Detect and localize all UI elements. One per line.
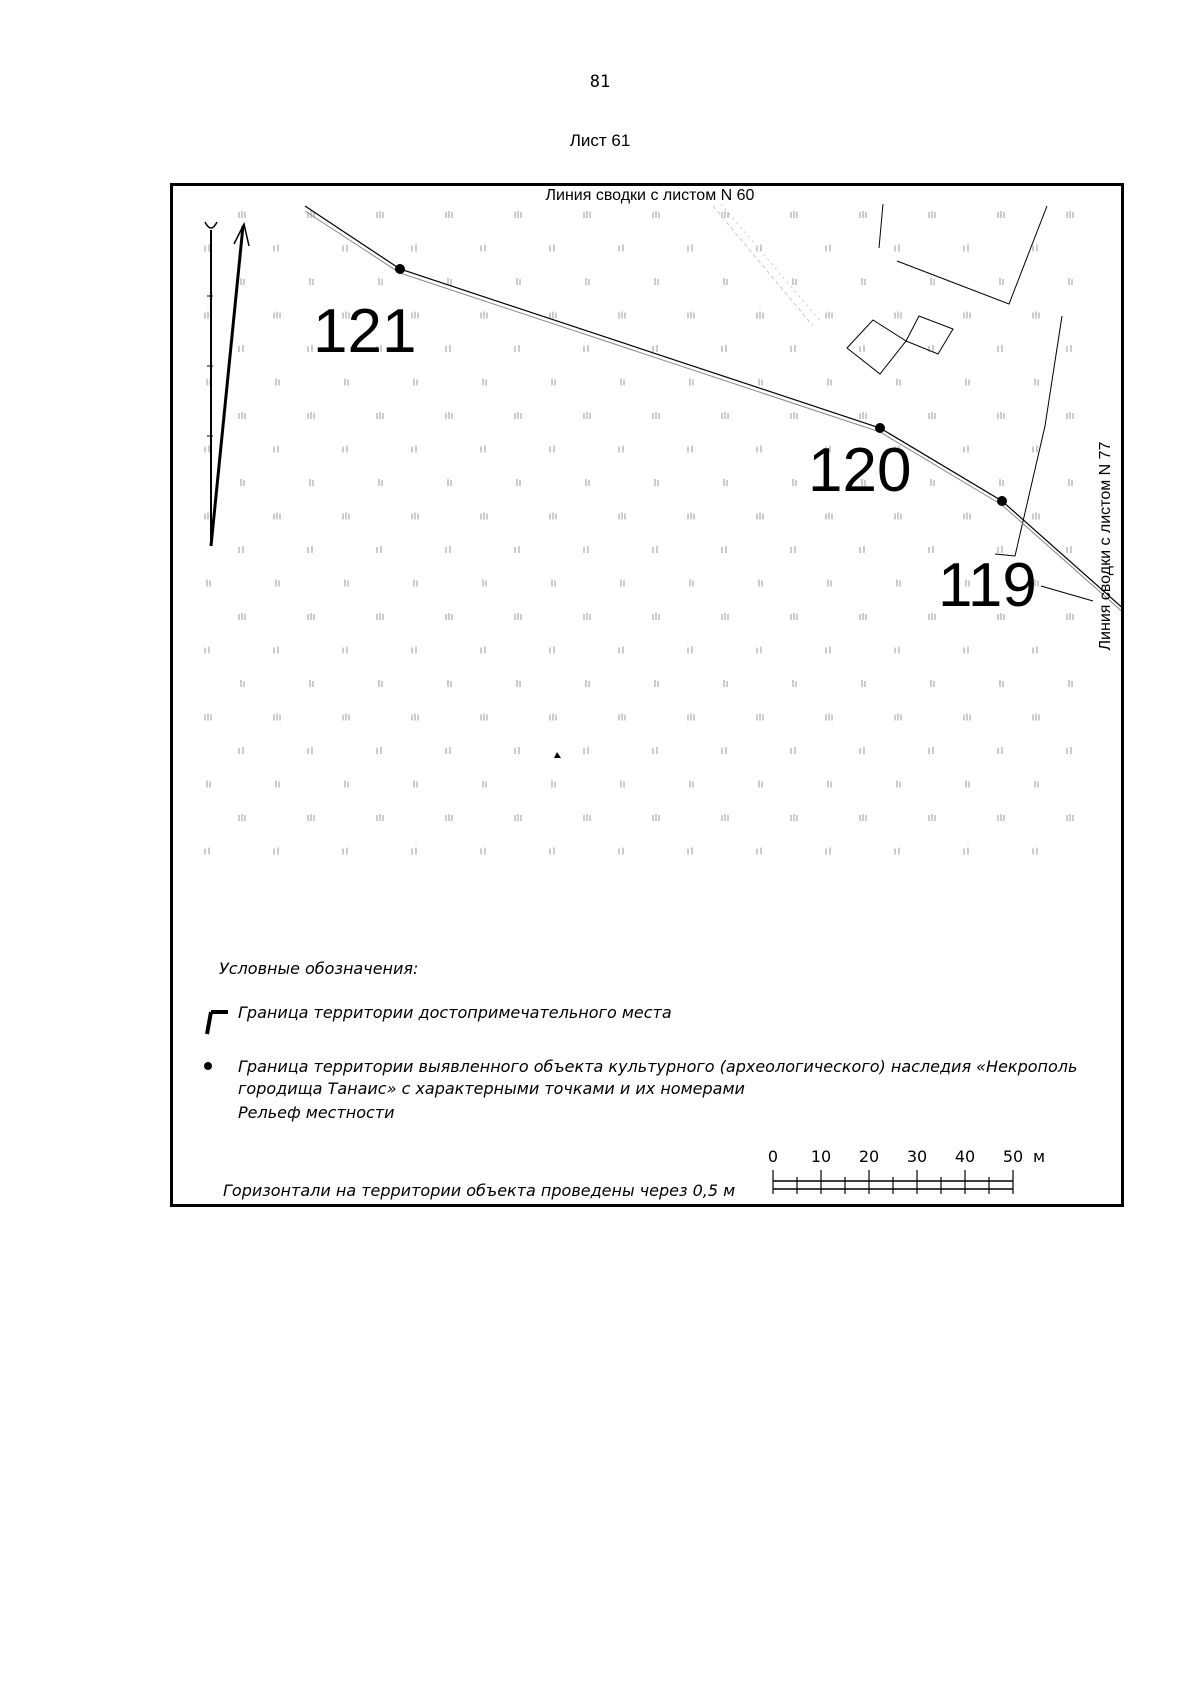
relief-mark [860,412,866,419]
relief-mark [241,680,244,687]
north-arrow-icon [205,222,249,546]
map-canvas [173,186,1124,1207]
relief-mark [653,211,659,218]
relief-mark [377,546,381,553]
relief-mark [586,680,589,687]
relief-mark [860,345,864,352]
relief-mark [653,412,659,419]
relief-mark [274,848,278,855]
relief-mark [414,379,417,386]
relief-mark [377,814,383,821]
relief-mark [826,513,832,520]
relief-mark [759,379,762,386]
relief-mark [550,714,556,721]
relief-mark [1067,211,1073,218]
relief-mark [895,245,899,252]
relief-mark [964,513,970,520]
relief-mark [964,848,968,855]
relief-mark [241,278,244,285]
relief-mark [1033,647,1037,654]
relief-mark [412,647,416,654]
relief-mark [655,479,658,486]
top-edge-label: Линия сводки с листом N 60 [545,187,755,204]
relief-mark [207,379,210,386]
point-label-119: 119 [938,551,1037,620]
relief-mark [308,345,312,352]
relief-mark [584,412,590,419]
relief-mark [308,814,314,821]
relief-mark [791,747,795,754]
relief-mark [412,245,416,252]
relief-mark [690,580,693,587]
legend-item-heritage-line2: городища Танаис» с характерными точками и их номерами [238,1079,745,1098]
relief-mark [724,680,727,687]
relief-mark [205,848,209,855]
relief-mark [998,345,1002,352]
relief-mark [964,714,970,721]
relief-mark [274,647,278,654]
relief-mark [481,245,485,252]
boundary-point-119 [997,496,1007,506]
map-frame [170,183,1124,1207]
relief-mark [239,345,243,352]
relief-mark [448,278,451,285]
scale-bar [768,1147,1045,1194]
relief-mark [379,680,382,687]
relief-mark [308,747,312,754]
relief-mark [964,312,970,319]
relief-mark [207,781,210,788]
relief-mark [931,278,934,285]
boundary-point-120 [875,423,885,433]
relief-mark [619,312,625,319]
relief-mark [895,647,899,654]
relief-mark [1067,814,1073,821]
relief-mark [688,714,694,721]
relief-mark [653,814,659,821]
relief-mark [724,278,727,285]
relief-mark [412,446,416,453]
relief-mark [621,781,624,788]
relief-mark [377,613,383,620]
relief-mark [241,479,244,486]
relief-mark [446,814,452,821]
relief-mark [481,714,487,721]
relief-mark [446,613,452,620]
relief-mark [1033,312,1039,319]
relief-mark [690,379,693,386]
relief-mark [239,747,243,754]
relief-mark [343,647,347,654]
relief-mark [931,680,934,687]
label-leader-line [1041,586,1093,601]
relief-mark [481,513,487,520]
relief-mark [653,345,657,352]
legend-item-landmark-boundary: Граница территории достопримечательного места [238,1003,672,1022]
relief-mark [862,278,865,285]
relief-mark [724,479,727,486]
relief-mark [1033,848,1037,855]
relief-mark [791,613,797,620]
scale-label-50: 50 [1002,1147,1024,1166]
relief-mark [1067,613,1073,620]
contours-note: Горизонтали на территории объекта проведены через 0,5 м [223,1181,736,1200]
relief-mark [310,278,313,285]
relief-mark [998,814,1004,821]
relief-mark [793,278,796,285]
relief-mark [826,848,830,855]
relief-mark [1069,680,1072,687]
relief-mark [379,278,382,285]
relief-mark [655,278,658,285]
legend-item-relief: Рельеф местности [238,1103,395,1122]
relief-spot-icon [554,752,561,758]
relief-mark [964,446,968,453]
relief-mark [1035,379,1038,386]
scale-label-30: 30 [906,1147,928,1166]
relief-mark [552,379,555,386]
relief-mark [584,546,588,553]
scale-label-20: 20 [858,1147,880,1166]
relief-mark [929,747,933,754]
relief-mark [757,312,763,319]
relief-mark [446,546,450,553]
relief-mark [929,814,935,821]
relief-mark [998,747,1002,754]
relief-mark [343,714,349,721]
relief-mark [791,211,797,218]
relief-mark [1000,680,1003,687]
relief-mark [931,479,934,486]
relief-mark [895,513,901,520]
relief-mark [929,613,935,620]
relief-mark [584,345,588,352]
relief-mark [239,412,245,419]
relief-mark [483,580,486,587]
scale-label-0: 0 [767,1147,779,1166]
relief-mark [515,747,519,754]
relief-mark [550,647,554,654]
relief-mark [690,781,693,788]
relief-mark [308,546,312,553]
relief-mark [860,814,866,821]
relief-mark [688,312,694,319]
relief-mark [515,613,521,620]
relief-mark [688,245,692,252]
relief-mark [688,513,694,520]
relief-mark [308,613,314,620]
relief-mark [239,546,243,553]
relief-mark [653,613,659,620]
relief-mark [1033,446,1037,453]
relief-mark [481,647,485,654]
relief-mark [345,781,348,788]
relief-mark [515,412,521,419]
relief-mark [793,479,796,486]
relief-mark [688,446,692,453]
relief-mark [412,848,416,855]
relief-mark [515,546,519,553]
relief-mark [722,814,728,821]
relief-mark [619,245,623,252]
relief-mark [481,848,485,855]
relief-mark [584,747,588,754]
relief-mark [722,546,726,553]
relief-mark [757,714,763,721]
relief-mark [860,211,866,218]
right-edge-label: Линия сводки с листом N 77 [1097,441,1114,651]
legend-item-heritage-line1: Граница территории выявленного объекта культурного (археологического) наследия «Некрополь [238,1057,1078,1076]
relief-mark [205,245,209,252]
relief-mark [791,546,795,553]
relief-mark [274,245,278,252]
relief-mark [1033,714,1039,721]
relief-mark [826,714,832,721]
relief-mark [619,513,625,520]
relief-mark [621,379,624,386]
relief-mark [586,479,589,486]
relief-mark [483,379,486,386]
relief-mark [276,379,279,386]
relief-mark [414,580,417,587]
relief-mark [446,211,452,218]
point-label-121: 121 [313,297,417,366]
relief-mark [653,546,657,553]
relief-mark [377,211,383,218]
relief-mark [929,211,935,218]
relief-mark [860,613,866,620]
relief-mark [897,580,900,587]
relief-mark [377,412,383,419]
relief-mark [1067,345,1071,352]
relief-mark [550,513,556,520]
relief-mark [722,613,728,620]
relief-mark [791,345,795,352]
relief-mark [826,245,830,252]
relief-mark [205,714,211,721]
relief-mark [584,613,590,620]
boundary-point-121 [395,264,405,274]
relief-mark [860,546,864,553]
relief-mark [343,513,349,520]
relief-mark [966,781,969,788]
relief-mark [688,647,692,654]
relief-mark [759,781,762,788]
relief-mark [757,848,761,855]
relief-mark [619,446,623,453]
relief-mark [517,479,520,486]
landmark-boundary-symbol-icon [207,1012,228,1034]
relief-mark [826,647,830,654]
relief-mark [517,278,520,285]
relief-mark [757,513,763,520]
relief-mark [722,412,728,419]
heritage-point-symbol-icon [204,1062,212,1070]
relief-mark [1033,513,1039,520]
relief-mark [446,345,450,352]
relief-mark [964,245,968,252]
relief-mark [515,211,521,218]
relief-mark [481,446,485,453]
relief-mark [757,647,761,654]
relief-mark [793,680,796,687]
relief-mark [895,714,901,721]
relief-mark [655,680,658,687]
sheet-title: Лист 61 [569,131,631,150]
relief-mark [274,714,280,721]
relief-mark [274,446,278,453]
relief-mark [550,848,554,855]
relief-mark [276,580,279,587]
relief-mark [828,379,831,386]
relief-mark [826,312,832,319]
relief-mark [998,211,1004,218]
relief-mark [274,513,280,520]
relief-mark [791,814,797,821]
scale-unit: м [1032,1147,1046,1166]
relief-mark [722,211,728,218]
relief-mark [929,546,933,553]
relief-mark [379,479,382,486]
relief-mark [828,580,831,587]
relief-mark [310,680,313,687]
relief-mark [550,312,556,319]
relief-mark [584,814,590,821]
relief-mark [584,211,590,218]
relief-mark [205,446,209,453]
relief-mark [759,580,762,587]
relief-mark [757,446,761,453]
relief-mark [1069,479,1072,486]
relief-mark [586,278,589,285]
relief-mark [1067,747,1071,754]
relief-mark [550,245,554,252]
relief-mark [1000,479,1003,486]
relief-mark [308,412,314,419]
relief-mark [412,714,418,721]
relief-mark [552,580,555,587]
relief-mark [552,781,555,788]
relief-mark [897,781,900,788]
relief-mark [483,781,486,788]
relief-mark [1067,412,1073,419]
relief-mark [345,580,348,587]
relief-mark [205,647,209,654]
relief-mark [1035,781,1038,788]
relief-mark [276,781,279,788]
relief-mark [895,312,901,319]
relief-mark [446,412,452,419]
scale-label-10: 10 [810,1147,832,1166]
relief-mark [207,580,210,587]
relief-mark [550,446,554,453]
relief-mark [998,412,1004,419]
scale-label-40: 40 [954,1147,976,1166]
relief-mark [448,680,451,687]
relief-mark [860,747,864,754]
point-label-120: 120 [808,436,912,505]
relief-mark [274,312,280,319]
relief-mark [722,345,726,352]
relief-mark [862,680,865,687]
relief-mark [481,312,487,319]
relief-mark [619,714,625,721]
relief-mark [722,747,726,754]
relief-mark [895,848,899,855]
relief-mark [688,848,692,855]
relief-mark [791,412,797,419]
relief-mark [653,747,657,754]
relief-mark [414,781,417,788]
relief-mark [897,379,900,386]
relief-mark [515,814,521,821]
relief-mark [619,848,623,855]
relief-mark [377,747,381,754]
relief-mark [966,379,969,386]
page-number: 81 [589,72,611,92]
relief-mark [239,613,245,620]
legend-title: Условные обозначения: [219,959,419,978]
relief-mark [343,848,347,855]
relief-mark [828,781,831,788]
relief-mark [239,211,245,218]
relief-mark [343,245,347,252]
relief-mark [517,680,520,687]
relief-mark [446,747,450,754]
relief-mark [310,479,313,486]
relief-mark [1033,245,1037,252]
relief-mark [619,647,623,654]
relief-mark [515,345,519,352]
relief-mark [929,412,935,419]
relief-mark [448,479,451,486]
relief-mark [345,379,348,386]
relief-mark [621,580,624,587]
relief-mark [1000,278,1003,285]
relief-mark [1067,546,1071,553]
relief-mark [964,647,968,654]
relief-mark [343,446,347,453]
relief-mark [412,513,418,520]
relief-mark [239,814,245,821]
relief-mark [1069,278,1072,285]
